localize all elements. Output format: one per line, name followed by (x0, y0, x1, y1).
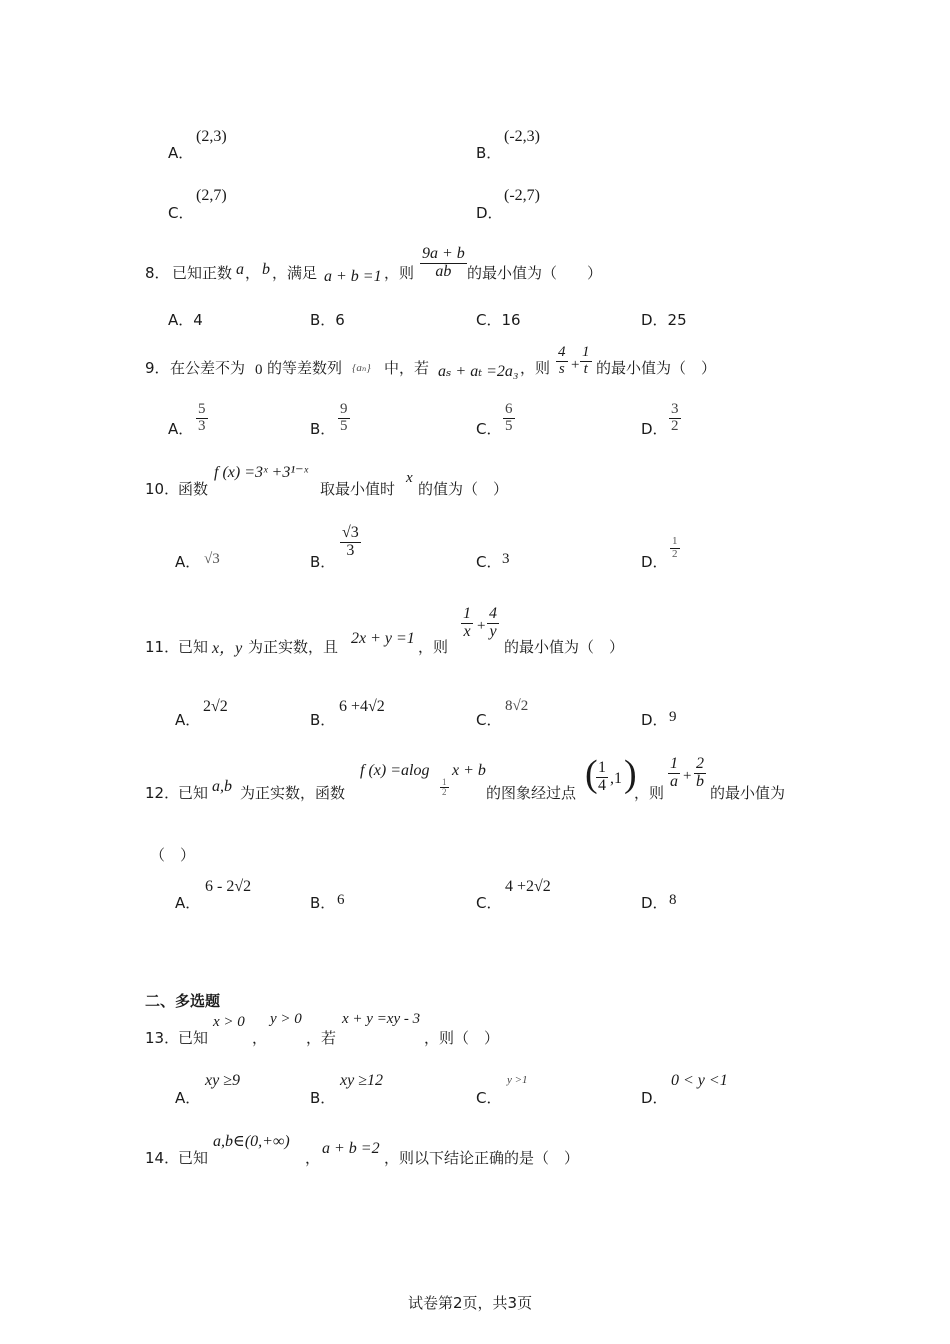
q9-option-b-fraction (338, 402, 350, 435)
q14-text-2: ，则以下结论正确的是（ ） (384, 1149, 580, 1167)
q11-f1-numerator: 1 (463, 605, 471, 622)
q7-option-a-letter: A． (168, 144, 194, 162)
q8-option-c: C．16 (476, 311, 521, 329)
q12-number: 12． (145, 784, 180, 802)
q8-text-3: ，则 (384, 264, 415, 282)
q12-log-base-denominator: 2 (442, 787, 447, 798)
q12-option-a-letter: A． (175, 894, 201, 912)
q12-text-3: 的图象经过点 (486, 784, 577, 802)
q10-text-2: 取最小值时 (320, 480, 396, 498)
q13-text-3: ，则（ ） (424, 1029, 500, 1047)
q12-text-2: 为正实数，函数 (240, 784, 346, 802)
q8-option-a: A．4 (168, 311, 203, 329)
q12-f1-denominator: a (670, 772, 678, 790)
q12-option-c-letter: C． (476, 894, 502, 912)
q12-option-b-value: 6 (337, 892, 345, 908)
q12-text-5: 的最小值为 (710, 784, 786, 802)
q13-condition-3: x + y =xy - 3 (342, 1011, 421, 1027)
q11-f2-denominator: y (489, 622, 497, 640)
q13-option-c-value: y >1 (507, 1074, 528, 1086)
q9-option-c-letter: C． (476, 420, 502, 438)
q12-option-b-letter: B． (310, 894, 336, 912)
q9-f2-numerator: 1 (582, 344, 590, 360)
q11-fraction-1 (461, 606, 473, 641)
q11-number: 11． (145, 638, 180, 656)
q12-option-c-value: 4 +2√2 (505, 878, 551, 895)
q9-text-4: ，则 (520, 359, 551, 377)
q13-number: 13． (145, 1029, 180, 1047)
q10-option-c-letter: C． (476, 553, 502, 571)
q12-text-4: ，则 (634, 784, 665, 802)
q12-point-left-paren: ( (585, 753, 598, 795)
q8-option-d: D．25 (641, 311, 687, 329)
q12-function-tail: x + b (452, 762, 486, 779)
q11-condition: 2x + y =1 (351, 630, 415, 647)
q13-text-2: ，若 (306, 1029, 337, 1047)
q12-log-base-numerator: 1 (442, 777, 447, 787)
q9-option-c-denominator: 5 (505, 417, 513, 434)
q10-text-1: 函数 (178, 480, 209, 498)
q9-number: 9． (145, 359, 170, 377)
q11-plus: + (477, 618, 486, 634)
q13-option-a-letter: A． (175, 1089, 201, 1107)
q9-option-c-fraction (503, 402, 515, 435)
q12-point-numerator: 1 (598, 759, 606, 776)
q10-option-d-denominator: 2 (672, 547, 678, 560)
q10-option-d-fraction (670, 536, 680, 560)
q9-option-a-letter: A． (168, 420, 194, 438)
q10-function: f (x) =3ˣ +3¹⁻ˣ (214, 464, 309, 481)
q10-option-c-value: 3 (502, 551, 510, 567)
q14-condition-1: a,b∈(0,+∞) (213, 1133, 290, 1150)
q10-option-b-fraction (340, 525, 361, 560)
q7-option-c-value: (2,7) (196, 187, 227, 204)
q9-plus: + (571, 357, 580, 373)
q12-plus: + (683, 768, 692, 784)
q13-option-a-value: xy ≥9 (205, 1072, 240, 1089)
q9-fraction-1 (556, 345, 568, 378)
q12-point-fraction (596, 760, 608, 795)
q7-option-d-value: (-2,7) (504, 187, 540, 204)
q9-option-b-numerator: 9 (340, 401, 348, 417)
page-footer: 试卷第2页，共3页 (408, 1294, 533, 1312)
q11-f1-denominator: x (463, 622, 471, 640)
q7-option-b-letter: B． (476, 144, 502, 162)
q13-option-d-letter: D． (641, 1089, 668, 1107)
q8-condition: a + b =1 (324, 268, 382, 285)
q14-comma: ， (305, 1149, 321, 1167)
q12-text-1: 已知 (178, 784, 209, 802)
q11-option-d-value: 9 (669, 709, 677, 725)
q11-text-1: 已知 (178, 638, 209, 656)
q13-text-1: 已知 (178, 1029, 209, 1047)
q10-option-d-numerator: 1 (672, 535, 678, 547)
q13-option-d-value: 0 < y <1 (671, 1072, 728, 1089)
q11-text-4: 的最小值为（ ） (504, 638, 625, 656)
q9-sequence: {aₙ} (352, 362, 371, 374)
q11-f2-numerator: 4 (489, 605, 497, 622)
q12-point-denominator: 4 (598, 776, 606, 794)
q12-point-right-paren: ) (624, 753, 637, 795)
q12-option-d-value: 8 (669, 892, 677, 908)
q9-text-2: 的等差数列 (267, 359, 343, 377)
q10-option-b-letter: B． (310, 553, 336, 571)
q8-option-b: B．6 (310, 311, 345, 329)
q9-option-d-letter: D． (641, 420, 668, 438)
q9-text-1: 在公差不为 (170, 359, 246, 377)
q9-condition: aₛ + aₜ =2a₃ (438, 363, 519, 380)
q12-f2-denominator: b (696, 772, 704, 790)
q7-option-a-value: (2,3) (196, 128, 227, 145)
q8-text-4: 的最小值为（ ） (467, 264, 603, 282)
q10-number: 10． (145, 480, 180, 498)
q10-option-d-letter: D． (641, 553, 668, 571)
q12-f2-numerator: 2 (696, 755, 704, 772)
q10-option-a-letter: A． (175, 553, 201, 571)
q9-f2-denominator: t (583, 360, 588, 377)
q11-vars: x，y (212, 640, 243, 657)
q8-var-a: a (236, 261, 244, 278)
q9-option-d-denominator: 2 (671, 417, 679, 434)
q14-condition-2: a + b =2 (322, 1140, 380, 1157)
q7-option-b-value: (-2,3) (504, 128, 540, 145)
q11-option-a-value: 2√2 (203, 698, 228, 715)
q9-option-c-numerator: 6 (505, 401, 513, 417)
section-heading-multiple-choice: 二、多选题 (145, 992, 221, 1010)
q12-answer-paren: （ ） (150, 846, 196, 864)
q11-option-c-value: 8√2 (505, 698, 529, 714)
q8-var-b: b (262, 261, 270, 278)
q10-option-b-numerator: √3 (342, 524, 359, 541)
q10-option-a-value: √3 (204, 551, 220, 567)
q11-text-2: 为正实数，且 (248, 638, 339, 656)
q9-zero: 0 (255, 362, 263, 378)
q11-text-3: ，则 (418, 638, 449, 656)
q10-text-3: 的值为（ ） (418, 480, 509, 498)
q8-fraction-numerator: 9a + b (422, 245, 465, 262)
q8-text-2: ，满足 (272, 264, 318, 282)
q9-f1-denominator: s (558, 360, 565, 377)
q12-option-d-letter: D． (641, 894, 668, 912)
q13-option-b-value: xy ≥12 (340, 1072, 383, 1089)
q8-fraction-denominator: ab (435, 262, 452, 280)
q8-number: 8． (145, 264, 170, 282)
q9-f1-numerator: 4 (558, 344, 566, 360)
q9-text-3: 中，若 (384, 359, 430, 377)
q9-option-b-denominator: 5 (340, 417, 348, 434)
q13-comma: ， (252, 1029, 268, 1047)
q12-option-a-value: 6 - 2√2 (205, 878, 252, 895)
q9-option-a-fraction (196, 402, 208, 435)
q10-var-x: x (406, 470, 413, 486)
q9-option-d-numerator: 3 (671, 401, 679, 417)
q9-fraction-2 (580, 345, 592, 378)
q11-option-c-letter: C． (476, 711, 502, 729)
q9-text-5: 的最小值为（ ） (596, 359, 717, 377)
q13-condition-1: x > 0 (213, 1014, 245, 1030)
q9-option-a-numerator: 5 (198, 401, 206, 417)
q11-option-a-letter: A． (175, 711, 201, 729)
q12-log-base (440, 778, 449, 798)
q14-text-1: 已知 (178, 1149, 209, 1167)
q8-fraction (420, 246, 467, 281)
q9-option-b-letter: B． (310, 420, 336, 438)
q7-option-d-letter: D． (476, 204, 503, 222)
q11-option-b-letter: B． (310, 711, 336, 729)
q12-fraction-1 (668, 756, 680, 791)
q13-option-c-letter: C． (476, 1089, 502, 1107)
q9-option-a-denominator: 3 (198, 417, 206, 434)
q13-condition-2: y > 0 (270, 1011, 302, 1027)
q12-vars: a,b (212, 778, 232, 795)
q12-point-tail: ,1 (610, 770, 622, 787)
q10-option-b-denominator: 3 (346, 541, 355, 559)
q8-text-1: 已知正数 (172, 264, 233, 282)
q7-option-c-letter: C． (168, 204, 194, 222)
q12-function: f (x) =alog (360, 762, 430, 779)
q12-f1-numerator: 1 (670, 755, 678, 772)
q11-fraction-2 (487, 606, 499, 641)
q9-option-d-fraction (669, 402, 681, 435)
q12-fraction-2 (694, 756, 706, 791)
q11-option-d-letter: D． (641, 711, 668, 729)
q14-number: 14． (145, 1149, 180, 1167)
q8-sep: ， (245, 264, 261, 282)
q13-option-b-letter: B． (310, 1089, 336, 1107)
q11-option-b-value: 6 +4√2 (339, 698, 385, 715)
